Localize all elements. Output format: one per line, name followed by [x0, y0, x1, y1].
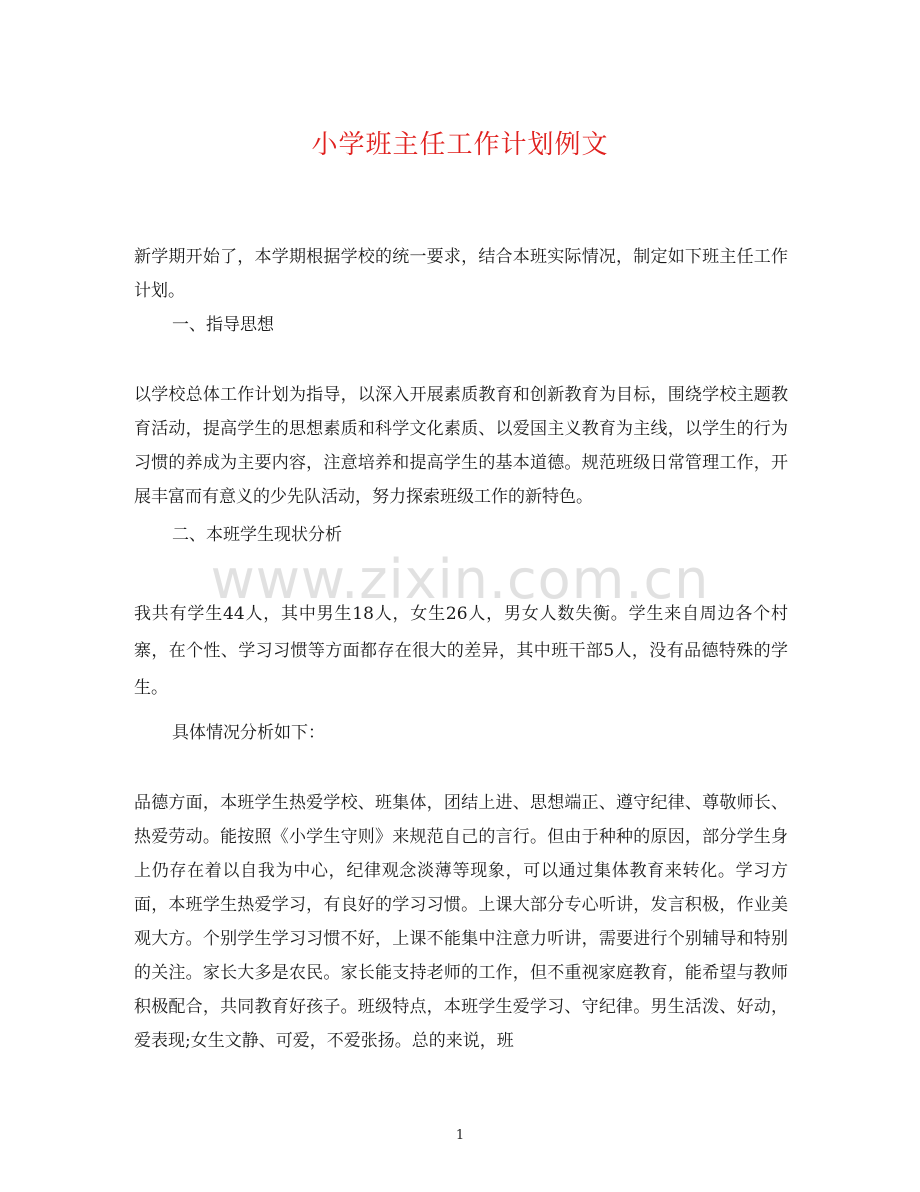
analysis-paragraph: 品德方面，本班学生热爱学校、班集体，团结上进、思想端正、遵守纪律、尊敬师长、热爱劳动。能按照《小学生守则》来规范自己的言行。但由于种种的原因，部分学生身上仍存在着以自我为中心，纪律观念淡薄等现象，可以通过集体教育来转化。学习方面，本班学生热爱学习，有良好的学习习惯。上课大部分专心听讲，发言积极，作业美观大方。个别学生学习习惯不好，上课不能集中注意力听讲，需要进行个别辅导和特别的关注。家长大多是农民。家长能支持老师的工作，但不重视家庭教育，能希望与教师积极配合，共同教育好孩子。班级特点，本班学生爱学习、守纪律。男生活泼、好动，爱表现;女生文静、可爱，不爱张扬。总的来说，班 — [134, 793, 788, 1051]
watermark: www.zixin.com.cn — [210, 548, 710, 611]
section-heading-class-status: 二、本班学生现状分析 — [172, 525, 342, 545]
section-heading-guiding-thought: 一、指导思想 — [172, 315, 274, 335]
class-status-paragraph: 我共有学生44人，其中男生18人，女生26人，男女人数失衡。学生来自周边各个村寨，在个性、学习习惯等方面都存在很大的差异，其中班干部5人，没有品德特殊的学生。 — [134, 604, 788, 698]
page-number: 1 — [455, 1128, 465, 1143]
analysis-heading: 具体情况分析如下： — [172, 723, 325, 743]
document-title: 小学班主任工作计划例文 — [311, 130, 609, 160]
guiding-thought-paragraph: 以学校总体工作计划为指导，以深入开展素质教育和创新教育为目标，围绕学校主题教育活动，提高学生的思想素质和科学文化素质、以爱国主义教育为主线，以学生的行为习惯的养成为主要内容，注意培养和提高学生的基本道德。规范班级日常管理工作，开展丰富而有意义的少先队活动，努力探索班级工作的新特色。 — [134, 385, 788, 507]
intro-paragraph: 新学期开始了，本学期根据学校的统一要求，结合本班实际情况，制定如下班主任工作计划。 — [134, 247, 788, 301]
